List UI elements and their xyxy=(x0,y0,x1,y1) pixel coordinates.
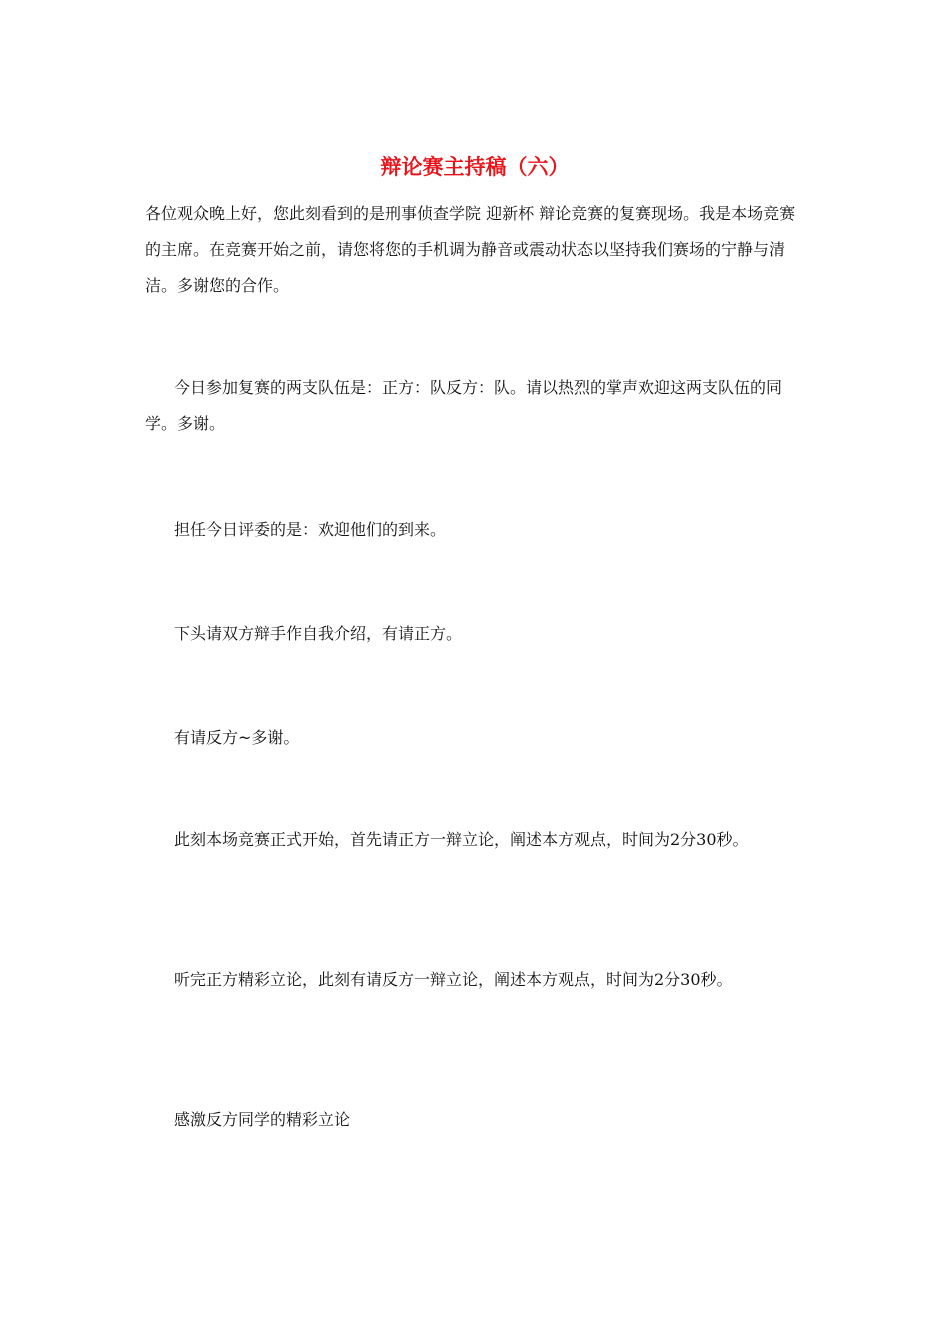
paragraph-opening: 各位观众晚上好，您此刻看到的是刑事侦查学院 迎新杯 辩论竞赛的复赛现场。我是本场竞赛的主席。在竞赛开始之前，请您将您的手机调为静音或震动状态以坚持我们赛场的宁静与清洁。多谢您的合作。 xyxy=(145,204,796,295)
document-title: 辩论赛主持稿（六） xyxy=(380,154,570,179)
paragraph-thanks: 感激反方同学的精彩立论 xyxy=(174,1110,351,1129)
paragraph-judges: 担任今日评委的是：欢迎他们的到来。 xyxy=(174,520,447,539)
paragraph-introductions: 下头请双方辩手作自我介绍，有请正方。 xyxy=(174,624,463,643)
paragraph-teams: 今日参加复赛的两支队伍是：正方：队反方：队。请以热烈的掌声欢迎这两支队伍的同学。多谢。 xyxy=(145,378,783,433)
paragraph-opposition-intro: 有请反方~多谢。 xyxy=(174,728,300,747)
paragraph-negative-opening: 听完正方精彩立论，此刻有请反方一辩立论，阐述本方观点，时间为2分30秒。 xyxy=(174,970,733,989)
paragraph-affirmative-opening: 此刻本场竞赛正式开始，首先请正方一辩立论，阐述本方观点，时间为2分30秒。 xyxy=(174,830,749,849)
